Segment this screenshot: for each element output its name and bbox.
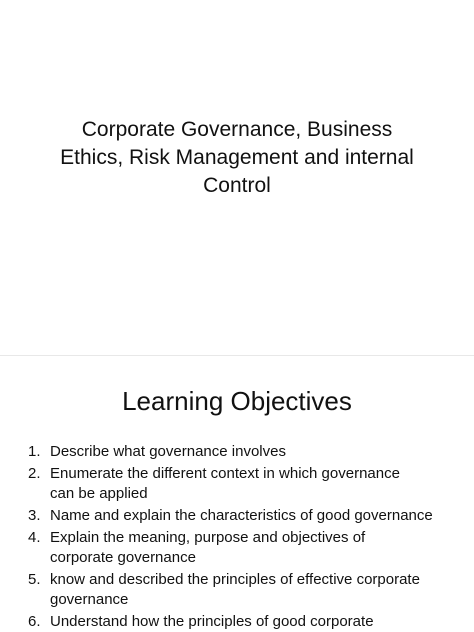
objective-number: 6. bbox=[28, 613, 41, 630]
objective-number: 3. bbox=[28, 507, 41, 524]
objective-line: Enumerate the different context in which governance bbox=[50, 465, 400, 482]
objective-item bbox=[28, 442, 458, 462]
objective-item bbox=[28, 506, 458, 526]
slide-learning-objectives bbox=[0, 356, 474, 632]
objective-item bbox=[28, 612, 458, 632]
objective-line: Describe what governance involves bbox=[50, 443, 286, 460]
objective-text bbox=[50, 528, 458, 568]
objective-line: Name and explain the characteristics of good governance bbox=[50, 507, 433, 524]
objective-text bbox=[50, 612, 458, 632]
objective-line: governance bbox=[50, 591, 129, 608]
objective-line: Understand how the principles of good corporate bbox=[50, 613, 374, 630]
presentation-title bbox=[40, 116, 434, 200]
objective-item bbox=[28, 570, 458, 610]
objective-line: know and described the principles of effective corporate bbox=[50, 571, 420, 588]
section-heading: Learning Objectives bbox=[122, 386, 352, 416]
objective-text bbox=[50, 506, 458, 526]
objectives-list bbox=[28, 442, 458, 632]
objective-text bbox=[50, 442, 458, 462]
title-line: Ethics, Risk Management and internal bbox=[60, 146, 414, 169]
objective-line: can be applied bbox=[50, 485, 148, 502]
title-line: Control bbox=[203, 174, 271, 197]
objective-item bbox=[28, 464, 458, 504]
objective-number: 1. bbox=[28, 443, 41, 460]
objective-number: 4. bbox=[28, 529, 41, 546]
objective-number: 2. bbox=[28, 465, 41, 482]
title-line: Corporate Governance, Business bbox=[81, 118, 393, 141]
objective-text bbox=[50, 464, 458, 504]
objective-line: Explain the meaning, purpose and objectives of bbox=[50, 529, 366, 546]
objective-number: 5. bbox=[28, 571, 41, 588]
objective-item bbox=[28, 528, 458, 568]
objective-text bbox=[50, 570, 458, 610]
objective-line: corporate governance bbox=[50, 549, 196, 566]
